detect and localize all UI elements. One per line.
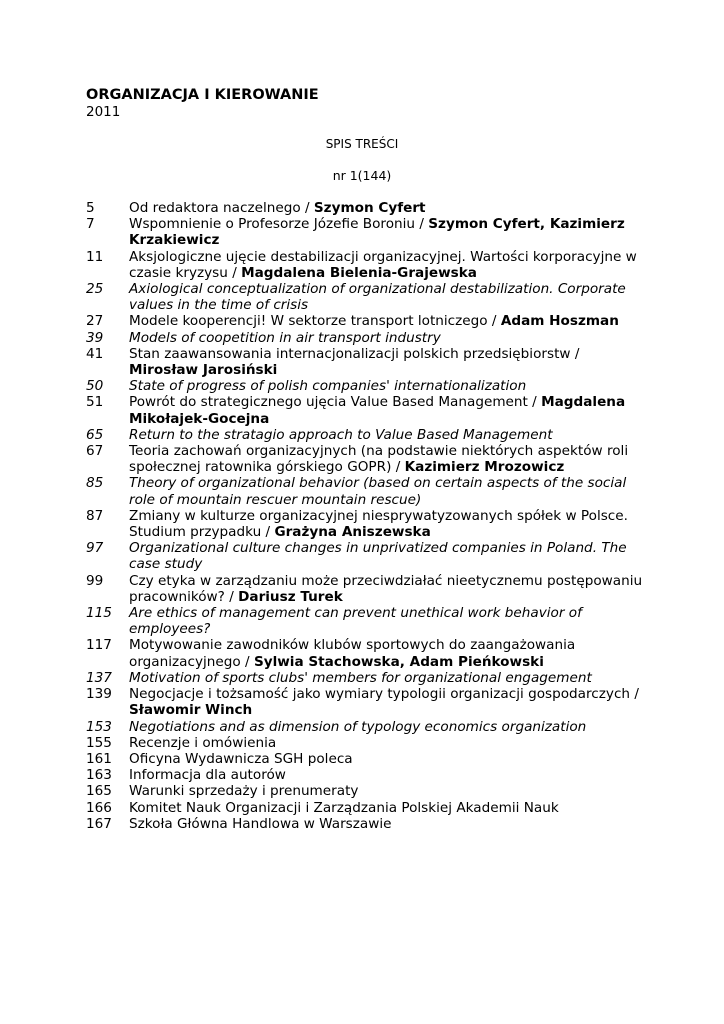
toc-entry-title: State of progress of polish companies' internationalization [129, 378, 527, 395]
toc-entry-title: Modele kooperencji! W sektorze transport lotniczego / [129, 313, 501, 330]
toc-entry [86, 719, 646, 735]
toc-entry-title: Teoria zachowań organizacyjnych (na podstawie niektórych aspektów roli społecznej ratownika górskiego GOPR) / [129, 443, 629, 476]
toc-entry [86, 378, 646, 394]
toc-entry-page: 153 [86, 718, 112, 735]
toc-entry-title: Szkoła Główna Handlowa w Warszawie [129, 815, 392, 832]
toc-entry-page: 165 [86, 783, 112, 800]
toc-entry-author: Szymon Cyfert [313, 200, 426, 216]
toc-entry-text [129, 475, 646, 507]
toc-entry-page: 137 [86, 669, 112, 686]
toc-entry-text [129, 686, 646, 718]
toc-entry-title: Komitet Nauk Organizacji i Zarządzania Polskiej Akademii Nauk [129, 799, 559, 816]
toc-entry-title: Negotiations and as dimension of typology economics organization [129, 718, 587, 735]
toc-entry-page: 50 [86, 378, 104, 395]
toc-entry-page: 27 [86, 313, 104, 330]
toc-entry-title: Powrót do strategicznego ujęcia Value Based Management / [129, 394, 542, 411]
toc-entry-page: 166 [86, 799, 112, 816]
toc-entry-author: Kazimierz Mrozowicz [404, 459, 565, 476]
toc-entry [86, 540, 646, 572]
toc-entry [86, 443, 646, 475]
toc-entry-author: Magdalena Bielenia-Grajewska [241, 264, 477, 281]
toc-entry-title: Return to the stratagio approach to Value Based Management [129, 426, 553, 443]
toc-entry-title: Theory of organizational behavior (based on certain aspects of the social role of mountain rescuer mountain rescue) [129, 475, 627, 508]
toc-entry [86, 249, 646, 281]
toc-entry-text [129, 249, 646, 281]
toc-entry-title: Recenzje i omówienia [129, 734, 277, 751]
toc-entry-text [129, 719, 646, 735]
toc-entry-author: Sławomir Winch [129, 702, 253, 719]
toc-entry-text [129, 330, 646, 346]
toc-entry-page: 25 [86, 281, 104, 298]
toc-entry-page: 51 [86, 394, 104, 411]
toc-entry [86, 573, 646, 605]
toc-entry-page: 41 [86, 345, 104, 362]
toc-entry-text [129, 783, 646, 799]
toc-entry-text [129, 346, 646, 378]
toc-entry [86, 346, 646, 378]
toc-entry-text [129, 816, 646, 832]
toc-entry-text [129, 281, 646, 313]
toc-entry-title: Od redaktora naczelnego / [129, 200, 314, 216]
toc-entry-page: 155 [86, 734, 112, 751]
toc-entry-author: Magdalena Mikołajek-Gocejna [129, 394, 626, 427]
toc-entry-page: 115 [86, 605, 112, 622]
toc-entry [86, 735, 646, 751]
toc-entry-page: 65 [86, 426, 104, 443]
toc-entry-page: 99 [86, 572, 104, 589]
toc-entry-title: Motivation of sports clubs' members for organizational engagement [129, 669, 592, 686]
toc-entry-text [129, 443, 646, 475]
toc-entry-page: 5 [86, 200, 95, 216]
toc-heading [0, 137, 724, 152]
toc-entry-author: Sylwia Stachowska, Adam Pieńkowski [253, 653, 544, 670]
toc-entry-text [129, 427, 646, 443]
toc-entry-page: 11 [86, 248, 104, 265]
toc-entry-text [129, 670, 646, 686]
toc-entry [86, 670, 646, 686]
toc-entry [86, 281, 646, 313]
toc-entry-title: Models of coopetition in air transport industry [129, 329, 441, 346]
toc-entry-text [129, 735, 646, 751]
toc-entry-text [129, 605, 646, 637]
toc-entry [86, 200, 646, 216]
toc-entry-text [129, 751, 646, 767]
toc-entry-page: 7 [86, 216, 95, 233]
toc-entry [86, 751, 646, 767]
toc-entry [86, 427, 646, 443]
toc-entry [86, 330, 646, 346]
toc-entry [86, 816, 646, 832]
toc-entry-text [129, 540, 646, 572]
toc-entry-author: Mirosław Jarosiński [129, 362, 278, 379]
toc-entry-page: 67 [86, 443, 104, 460]
toc-entry-text [129, 637, 646, 669]
toc-entry [86, 313, 646, 329]
toc-entry-text [129, 573, 646, 605]
toc-entry-title: Oficyna Wydawnicza SGH poleca [129, 750, 353, 767]
toc-entry-title: Organizational culture changes in unprivatized companies in Poland. The case study [129, 540, 627, 573]
toc-entry [86, 800, 646, 816]
toc-entry-page: 117 [86, 637, 112, 654]
publication-year: 2011 [86, 104, 121, 120]
toc-entry [86, 394, 646, 426]
toc-entry-text [129, 394, 646, 426]
toc-entry-title: Axiological conceptualization of organizational destabilization. Corporate values in the time of crisis [129, 281, 626, 314]
toc-entry-page: 161 [86, 750, 112, 767]
toc-entry-page: 167 [86, 815, 112, 832]
table-of-contents [86, 200, 646, 832]
toc-entry-author: Grażyna Aniszewska [274, 524, 431, 541]
toc-entry-title: Warunki sprzedaży i prenumeraty [129, 783, 359, 800]
toc-entry-text [129, 378, 646, 394]
toc-entry-author: Szymon Cyfert, Kazimierz Krzakiewicz [129, 216, 625, 249]
toc-entry-title: Zmiany w kulturze organizacyjnej niesprywatyzowanych spółek w Polsce. Studium przypadku / [129, 507, 628, 541]
toc-entry-title: Czy etyka w zarządzaniu może przeciwdziałać nieetycznemu postępowaniu pracowników? / [129, 572, 643, 605]
toc-entry [86, 216, 646, 248]
toc-entry [86, 783, 646, 799]
toc-entry-page: 87 [86, 507, 104, 524]
toc-entry-text [129, 767, 646, 783]
toc-entry [86, 475, 646, 507]
issue-number: nr 1(144) [332, 168, 392, 183]
toc-entry-title: Aksjologiczne ujęcie destabilizacji organizacyjnej. Wartości korporacyjne w czasie kryzysu / [129, 248, 637, 281]
toc-entry-page: 163 [86, 767, 112, 784]
toc-entry-text [129, 200, 646, 216]
toc-entry-text [129, 800, 646, 816]
toc-entry-title: Wspomnienie o Profesorze Józefie Boroniu / [129, 216, 429, 233]
toc-entry-author: Dariusz Turek [238, 588, 343, 605]
toc-entry-title: Motywowanie zawodników klubów sportowych do zaangażowania organizacyjnego / [129, 637, 576, 670]
toc-entry-page: 85 [86, 475, 104, 492]
toc-entry [86, 767, 646, 783]
toc-entry [86, 637, 646, 669]
toc-entry [86, 605, 646, 637]
toc-entry-text [129, 216, 646, 248]
toc-entry-text [129, 508, 646, 540]
toc-entry-text [129, 313, 646, 329]
toc-entry [86, 508, 646, 540]
toc-entry-title: Stan zaawansowania internacjonalizacji polskich przedsiębiorstw / [129, 345, 580, 362]
toc-entry-title: Are ethics of management can prevent unethical work behavior of employees? [129, 605, 582, 638]
journal-title: ORGANIZACJA I KIEROWANIE [86, 87, 319, 103]
toc-heading-text: SPIS TREŚCI [325, 137, 399, 151]
toc-entry-page: 139 [86, 686, 112, 703]
toc-entry-title: Negocjacje i tożsamość jako wymiary typologii organizacji gospodarczych / [129, 686, 639, 703]
toc-entry-page: 39 [86, 329, 104, 346]
toc-entry-title: Informacja dla autorów [129, 767, 286, 784]
toc-entry-author: Adam Hoszman [500, 313, 619, 330]
toc-entry [86, 686, 646, 718]
toc-entry-page: 97 [86, 540, 104, 557]
